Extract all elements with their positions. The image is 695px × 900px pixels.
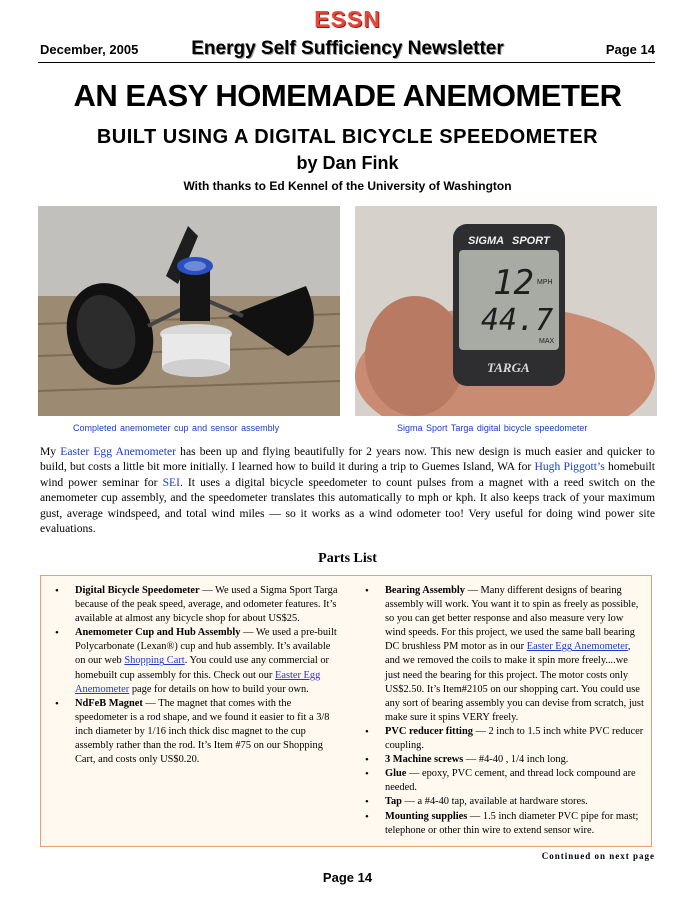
intro-text: homebuilt wind power seminar for — [40, 460, 655, 489]
speedometer-illustration — [355, 206, 657, 416]
anemometer-photo — [38, 206, 340, 416]
continued-notice: Continued on next page — [541, 851, 655, 861]
part-description: — #4-40 , 1/4 inch long. — [463, 754, 569, 766]
intro-text: has been up and flying beautifully for 2 years now. This new design is much easier and quicker to build, but costs a little bit more initially. I learned how to build it during a trip to Guemes Island, WA for — [40, 445, 655, 474]
speedo-speed: 12 — [493, 263, 534, 303]
part-description: , and we removed the coils to make it spin more freely....we just need the bearing for this project. The motor costs only US$2.50. It’s Item#2105 on our shopping cart. You could use any sort of bearing assembly you can devise from scratch, just make sure it spins VERY freely. — [385, 641, 644, 723]
part-description: — Many different designs of bearing assembly will work. You want it to spin as freely as possible, so you can get better response and also measure very low wind speeds. For this project, we used the same ball bearing DC brushless PM motor as in our — [385, 585, 639, 653]
part-name: Mounting supplies — [385, 810, 468, 822]
parts-list-heading: Parts List — [318, 551, 377, 566]
header-rule — [38, 62, 655, 63]
article-title: AN EASY HOMEMADE ANEMOMETER — [73, 78, 622, 113]
anemometer-photo-caption: Completed anemometer cup and sensor assembly — [73, 423, 280, 433]
list-item — [49, 697, 339, 767]
easter-egg-anemometer-link[interactable]: Easter Egg Anemometer — [75, 669, 321, 695]
speedo-model: TARGA — [487, 360, 530, 375]
list-item — [359, 810, 644, 838]
part-description: . You could use any commercial or homebuilt cup assembly for this. Check out our — [75, 655, 329, 681]
intro-text: My — [40, 445, 61, 458]
parts-list-box — [40, 575, 652, 847]
masthead-logo: ESSN — [314, 6, 381, 32]
part-description: — 2 inch to 1.5 inch white PVC reducer coupling. — [385, 725, 644, 752]
list-item — [359, 753, 644, 767]
issue-date: December, 2005 — [40, 42, 139, 57]
footer-page-number: Page 14 — [322, 870, 373, 885]
speedo-reading: 44.7 — [481, 303, 554, 338]
list-item — [359, 795, 644, 809]
part-description: page for details on how to build your own. — [129, 683, 309, 695]
article-subtitle: BUILT USING A DIGITAL BICYCLE SPEEDOMETER — [96, 126, 599, 148]
list-item — [359, 725, 644, 753]
part-description: — 1.5 inch diameter PVC pipe for mast; telephone or other thin wire to extend sensor wire. — [385, 810, 639, 836]
part-name: NdFeB Magnet — [75, 697, 143, 709]
list-item — [49, 626, 339, 696]
part-description: — We used a pre-built Polycarbonate (Lexan®) cup and hub assembly. It’s available on our web — [75, 627, 337, 667]
newsletter-title: Energy Self Sufficiency Newsletter — [191, 38, 504, 59]
speedometer-photo — [355, 206, 657, 416]
parts-column-right — [359, 584, 644, 838]
speedo-unit: MPH — [537, 279, 553, 286]
easter-egg-anemometer-link[interactable]: Easter Egg Anemometer — [60, 445, 177, 458]
article-thanks: With thanks to Ed Kennel of the University of Washington — [183, 179, 512, 193]
speedo-brand-sport: SPORT — [512, 235, 550, 247]
speedometer-photo-caption: Sigma Sport Targa digital bicycle speedometer — [397, 423, 588, 433]
list-item — [359, 584, 644, 725]
speedo-mode: MAX — [539, 338, 555, 345]
part-name: Digital Bicycle Speedometer — [75, 585, 200, 596]
part-name: Anemometer Cup and Hub Assembly — [75, 627, 241, 639]
sei-link[interactable]: SEI — [162, 475, 180, 489]
part-name: Bearing Assembly — [385, 585, 465, 596]
header-page-number: Page 14 — [605, 42, 655, 57]
part-name: 3 Machine screws — [385, 754, 464, 766]
part-description: — epoxy, PVC cement, and thread lock compound are needed. — [385, 768, 636, 794]
parts-column-left — [49, 584, 339, 767]
speedo-brand: SIGMA — [468, 235, 505, 247]
easter-egg-anemometer-link[interactable]: Easter Egg Anemometer — [526, 641, 628, 653]
intro-paragraph — [40, 444, 655, 536]
shopping-cart-link[interactable]: Shopping Cart — [124, 655, 185, 667]
part-description: — We used a Sigma Sport Targa because of the peak speed, average, and odometer features. It’s available at almost any bicycle shop for about US$25. — [75, 585, 338, 625]
list-item — [49, 584, 339, 626]
part-name: Glue — [385, 768, 407, 780]
part-description: — a #4-40 tap, available at hardware stores. — [401, 796, 588, 808]
part-name: Tap — [385, 796, 402, 808]
hugh-piggott-link[interactable]: Hugh Piggott’s — [534, 460, 605, 474]
article-byline: by Dan Fink — [296, 153, 399, 173]
part-description: — The magnet that comes with the speedometer is a rod shape, and we found it easier to fit a 3/8 inch diameter by 1/16 inch thick disc magnet to the cup assembly rather than the rod. It’s Item #75 on our Shopping Cart, and costs only US$0.20. — [75, 697, 330, 766]
anemometer-illustration — [38, 206, 340, 416]
intro-text: . It uses a digital bicycle speedometer to count pulses from a magnet with a reed switch on the anemometer cup assembly, and the speedometer translates this automatically to mph or kph. It also keeps track of your maximum gust, average windspeed, and total wind miles — so it works as a wind odometer too! Very useful for doing wind power site evaluations. — [40, 475, 655, 536]
list-item — [359, 767, 644, 795]
part-name: PVC reducer fitting — [385, 725, 473, 737]
